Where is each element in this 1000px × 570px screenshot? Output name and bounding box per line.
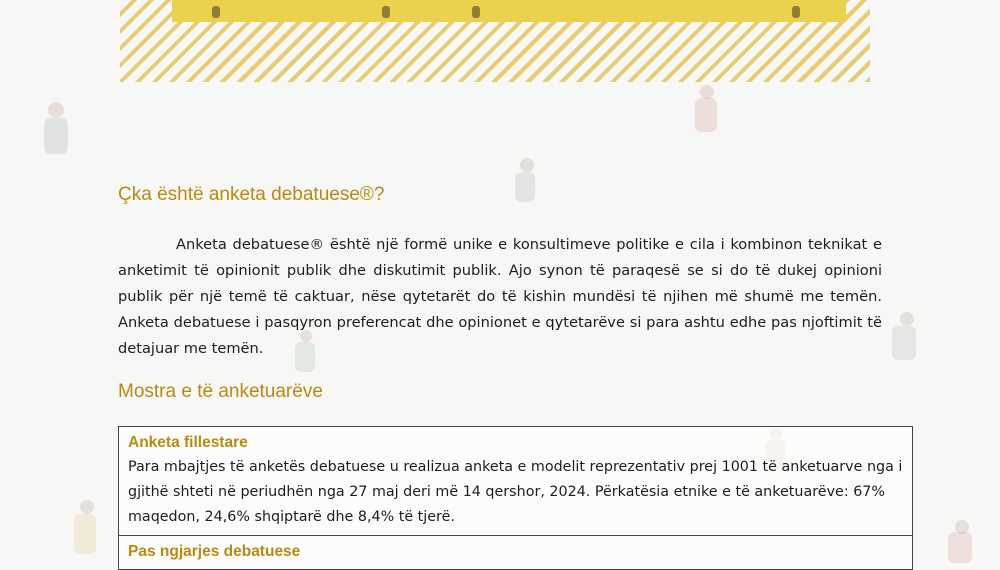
crowd-figure	[515, 172, 535, 202]
crowd-figure	[700, 85, 714, 99]
yellow-header-banner	[172, 0, 846, 22]
banner-figure	[472, 6, 480, 18]
crowd-figure	[80, 500, 94, 514]
crowd-figure	[900, 312, 914, 326]
section-heading-what-is: Çka është anketa debatuese®?	[118, 184, 385, 205]
row-title: Pas ngjarjes debatuese	[128, 543, 301, 560]
banner-figure	[382, 6, 390, 18]
crowd-figure	[44, 118, 68, 154]
row-title: Anketa fillestare	[128, 434, 248, 451]
crowd-figure	[74, 514, 96, 554]
crowd-figure	[520, 158, 534, 172]
what-is-paragraph: Anketa debatuese® është një formë unike e konsultimeve politike e cila i kombinon teknikat e anketimit të opinionit publik dhe diskutimit publik. Ajo synon të paraqesë se si do të dukej opinioni publik për një temë të caktuar, nëse qytetarët do të kishin mundësi të njihen më shumë me temën. Anketa debatuese i pasqyron preferencat dhe opinionet e qytetarëve si para ashtu edhe pas njoftimit të detajuar me temën.	[118, 236, 882, 357]
table-cell	[119, 536, 913, 570]
row-body: Para mbajtjes të anketës debatuese u realizua anketa e modelit reprezentativ prej 1001 të anketuarve nga i gjithë shteti në periudhën nga 27 maj deri më 14 qershor, 2024. Përkatësia etnike e të anketuarëve: 67% maqedon, 24,6% shqiptarë dhe 8,4% të tjerë.	[128, 459, 903, 525]
sample-info-table	[118, 426, 913, 570]
crowd-figure	[695, 98, 717, 132]
banner-figure	[212, 6, 220, 18]
table-row	[119, 536, 913, 570]
table-row	[119, 427, 913, 536]
section-heading-sample: Mostra e të anketuarëve	[118, 381, 323, 402]
crowd-figure	[48, 102, 64, 118]
banner-figure	[792, 6, 800, 18]
table-cell	[119, 427, 913, 536]
crowd-figure	[892, 326, 916, 360]
crowd-figure	[948, 532, 972, 563]
